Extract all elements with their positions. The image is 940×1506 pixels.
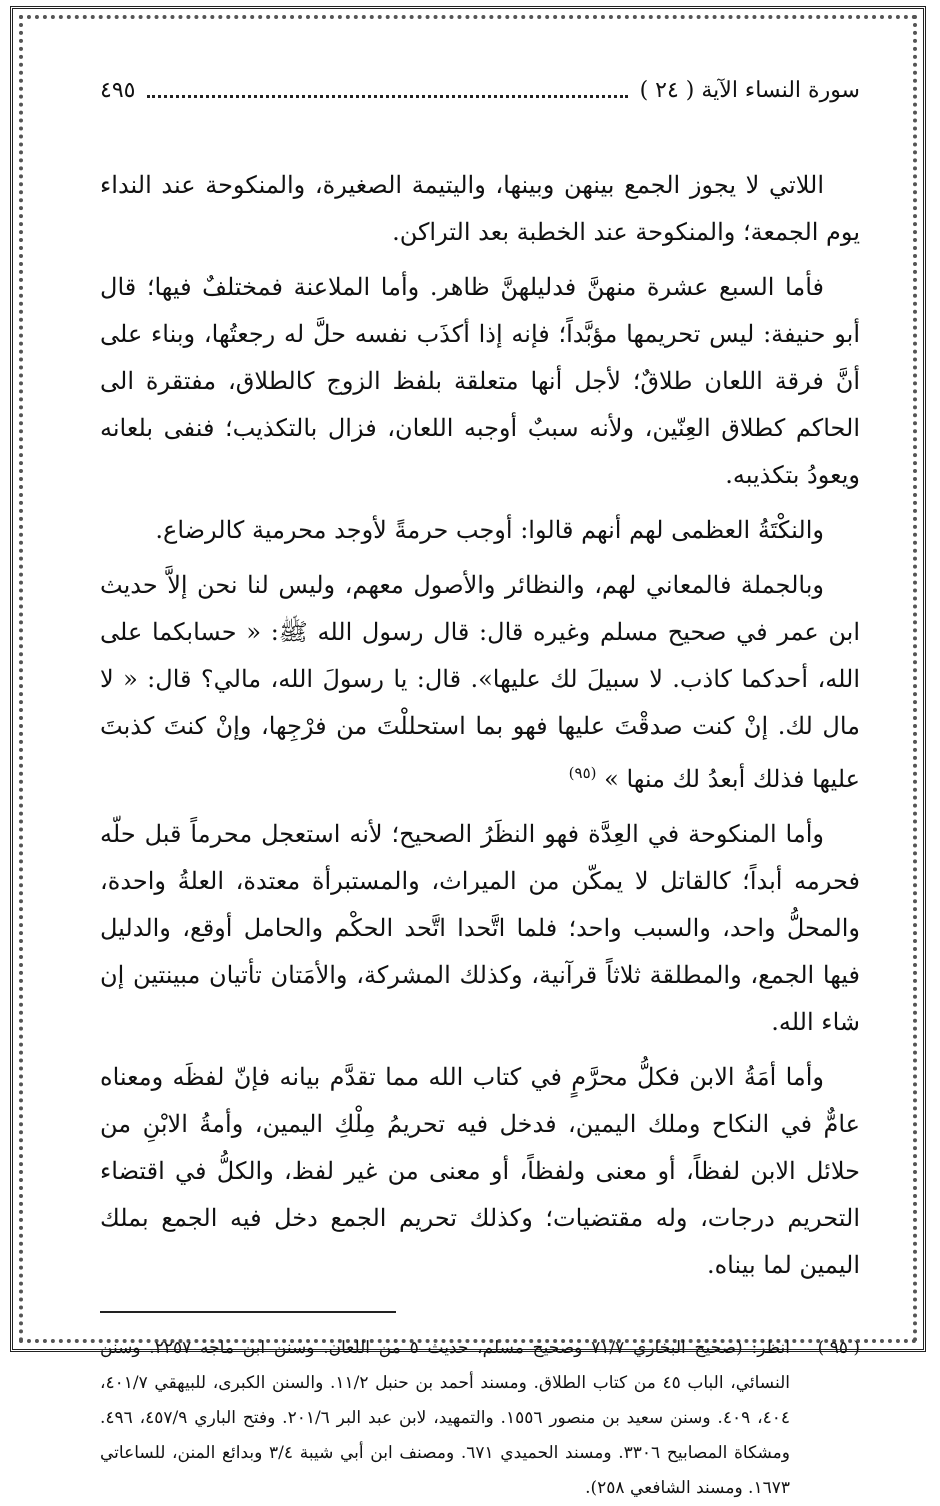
paragraph: وأما أمَةُ الابن فكلُّ محرَّمٍ في كتاب الله مما تقدَّم بيانه فإنّ لفظَه ومعناه عامٌّ في النكاح وملك اليمين، فدخل فيه تحريمُ مِلْكِ اليمين، وأمةُ الابْنِ من حلائل الابن لفظاً، أو معنى ولفظاً، أو معنى من غير لفظ، والكلُّ في اقتضاء التحريم درجات، وله مقتضيات؛ وكذلك تحريم الجمع دخل فيه الجمع بملك اليمين لما بيناه. <box>100 1063 861 1279</box>
page-number: ٤٩٥ <box>100 77 136 103</box>
running-header <box>100 70 860 110</box>
header-dots <box>147 83 627 98</box>
header-title: سورة النساء الآية ( ٢٤ ) <box>639 77 860 103</box>
paragraph: وأما المنكوحة في العِدَّة فهو النظَرُ الصحيح؛ لأنه استعجل محرماً قبل حلّه فحرمه أبداً؛ كالقاتل لا يمكّن من الميراث، والمستبرأة معتدة، العلةُ واحدة، والمحلُّ واحد، والسبب واحد؛ فلما اتَّحدا اتَّحد الحكْم والحامل أوقع، والدليل فيها الجمع، والمطلقة ثلاثاً قرآنية، وكذلك المشركة، والأمَتان تأتيان مبينتين إن شاء الله. <box>100 820 860 1036</box>
paragraph: فأما السبع عشرة منهنَّ فدليلهنَّ ظاهر. وأما الملاعنة فمختلفٌ فيها؛ قال أبو حنيفة: ليس تحريمها مؤبَّداً؛ فإنه إذا أكذَب نفسه حلَّ له رجعتُها، وبناء على أنَّ فرقة اللعان طلاقٌ؛ لأجل أنها متعلقة بلفظ الزوج كالطلاق، مفتقرة الى الحاكم كطلاق العِنّين، ولأنه سببٌ أوجبه اللعان، فزال بالتكذيب؛ فنفى بلعانه ويعودُ بتكذيبه. <box>100 273 861 489</box>
page <box>100 70 860 1506</box>
paragraph <box>100 562 860 803</box>
paragraph: والنكْتَةُ العظمى لهم أنهم قالوا: أوجب حرمةً لأوجد محرمية كالرضاع. <box>155 516 824 544</box>
footnote-separator <box>100 1311 396 1313</box>
paragraph-text: وبالجملة فالمعاني لهم، والنظائر والأصول معهم، وليس لنا نحن إلاَّ حديث ابن عمر في صحيح مسلم وغيره قال: قال رسول الله ﷺ: « حسابكما على الله، أحدكما كاذب. لا سبيلَ لك عليها». قال: يا رسولَ الله، مالي؟ قال: « لا مال لك. إنْ كنت صدقْتَ عليها فهو بما استحللْتَ من فرْجِها، وإنْ كنتَ كذبتَ عليها فذلك أبعدُ لك منها » <box>100 571 861 793</box>
footnote <box>100 1331 860 1506</box>
footnote-marker: (٩٥) <box>568 764 597 782</box>
footnote-text: انظر: (صحيح البخاري ٧١/٧ وصحيح مسلم، حديث ٥ من اللعان. وسنن ابن ماجه ٢٢٥٧. وسنن النسائي، الباب ٤٥ من كتاب الطلاق. ومسند أحمد بن حنبل ١١/٢. والسنن الكبرى، للبيهقي ٤٠١/٧، ٤٠٤، ٤٠٩. وسنن سعيد بن منصور ١٥٥٦. والتمهيد، لابن عبد البر ٢٠١/٦. وفتح الباري ٤٥٧/٩، ٤٩٦. ومشكاة المصابيح ٣٣٠٦. ومسند الحميدي ٦٧١. ومصنف ابن أبي شيبة ٣/٤ وبدائع المنن، للساعاتي ١٦٧٣. ومسند الشافعي ٢٥٨). <box>100 1338 790 1498</box>
footnote-number: ( ٩٥ ) <box>817 1338 860 1358</box>
body-text <box>100 162 860 1289</box>
paragraph: اللاتي لا يجوز الجمع بينهن وبينها، واليتيمة الصغيرة، والمنكوحة عند النداء يوم الجمعة؛ والمنكوحة عند الخطبة بعد التراكن. <box>100 171 860 246</box>
